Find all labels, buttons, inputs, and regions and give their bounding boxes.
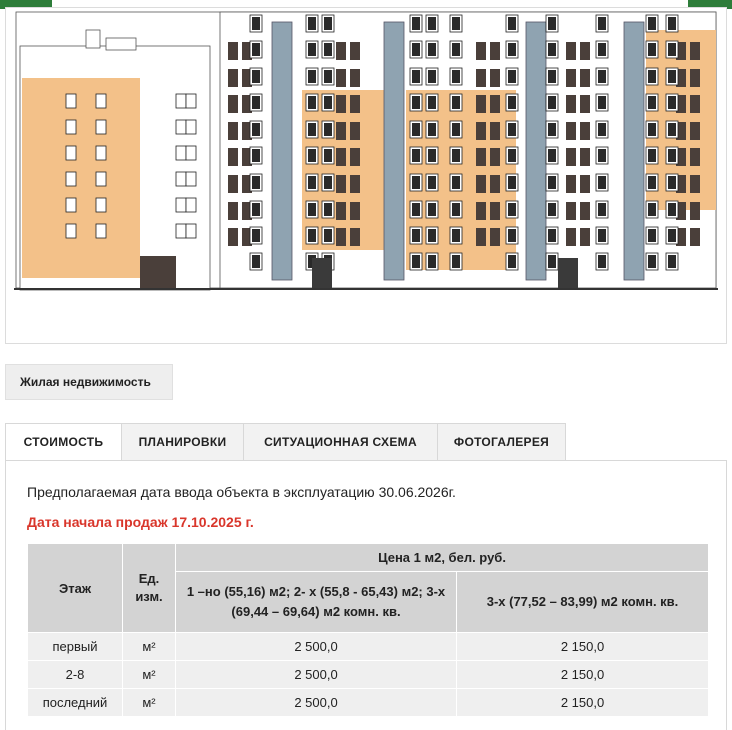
facade-dark-panel — [490, 95, 500, 113]
facade-window-glass — [668, 176, 676, 189]
facade-dark-panel — [566, 95, 576, 113]
facade-window — [176, 198, 186, 212]
cell-floor: 2-8 — [28, 661, 123, 689]
facade-window — [96, 198, 106, 212]
facade-dark-panel — [350, 228, 360, 246]
cell-price-a: 2 500,0 — [176, 689, 457, 717]
facade-dark-panel — [566, 228, 576, 246]
facade-window-glass — [428, 149, 436, 162]
col-header-price-group: Цена 1 м2, бел. руб. — [176, 544, 709, 572]
tab-bar — [5, 423, 565, 461]
cell-price-b: 2 150,0 — [457, 633, 709, 661]
facade-window-glass — [252, 123, 260, 136]
facade-dark-panel — [690, 122, 700, 140]
facade-dark-panel — [228, 175, 238, 193]
facade-dark-panel — [476, 95, 486, 113]
facade-window-glass — [648, 123, 656, 136]
cell-unit: м² — [123, 689, 176, 717]
facade-dark-panel — [580, 95, 590, 113]
facade-window-glass — [308, 43, 316, 56]
facade-window — [66, 172, 76, 186]
facade-dark-panel — [476, 148, 486, 166]
facade-dark-panel — [580, 69, 590, 87]
cell-unit: м² — [123, 661, 176, 689]
facade-window-glass — [548, 229, 556, 242]
facade-window-glass — [412, 70, 420, 83]
facade-window — [176, 224, 186, 238]
facade-window-glass — [428, 176, 436, 189]
facade-dark-panel — [350, 42, 360, 60]
facade-window-glass — [508, 70, 516, 83]
facade-window-glass — [548, 123, 556, 136]
facade-window-glass — [324, 96, 332, 109]
facade-window-glass — [598, 96, 606, 109]
facade-window — [176, 146, 186, 160]
facade-window-glass — [648, 229, 656, 242]
facade-window-glass — [324, 123, 332, 136]
facade-dark-panel — [228, 42, 238, 60]
facade-window-glass — [452, 203, 460, 216]
tab-layouts[interactable]: ПЛАНИРОВКИ — [121, 423, 244, 461]
facade-dark-panel — [690, 228, 700, 246]
facade-window-glass — [428, 255, 436, 268]
facade-window-glass — [598, 229, 606, 242]
facade-window — [176, 172, 186, 186]
facade-dark-panel — [336, 95, 346, 113]
facade-window-glass — [668, 17, 676, 30]
facade-window-glass — [598, 203, 606, 216]
facade-window-glass — [508, 176, 516, 189]
facade-window-glass — [324, 229, 332, 242]
facade-window — [96, 224, 106, 238]
facade-window-glass — [508, 255, 516, 268]
facade-window-glass — [548, 149, 556, 162]
facade-entrance — [558, 258, 578, 288]
facade-window-glass — [508, 43, 516, 56]
facade-dark-panel — [580, 202, 590, 220]
facade-window-glass — [412, 255, 420, 268]
facade-window-glass — [508, 149, 516, 162]
facade-window — [66, 198, 76, 212]
facade-window-glass — [548, 70, 556, 83]
facade-dark-panel — [350, 202, 360, 220]
facade-roof-box — [106, 38, 136, 50]
facade-dark-panel — [490, 202, 500, 220]
col-header-apartment-type-a: 1 –но (55,16) м2; 2- х (55,8 - 65,43) м2; 3-х (69,44 – 69,64) м2 комн. кв. — [176, 572, 457, 633]
col-header-apartment-type-b: 3-х (77,52 – 83,99) м2 комн. кв. — [457, 572, 709, 633]
facade-glass-column — [272, 22, 292, 280]
facade-dark-panel — [490, 69, 500, 87]
facade-dark-panel — [690, 69, 700, 87]
tab-photo-gallery[interactable]: ФОТОГАЛЕРЕЯ — [437, 423, 566, 461]
facade-dark-panel — [690, 42, 700, 60]
facade-dark-panel — [350, 69, 360, 87]
facade-window-glass — [548, 176, 556, 189]
facade-window-glass — [508, 17, 516, 30]
cell-unit: м² — [123, 633, 176, 661]
facade-window-glass — [598, 176, 606, 189]
tab-price[interactable]: СТОИМОСТЬ — [5, 423, 122, 461]
facade-window-glass — [668, 149, 676, 162]
facade-window — [176, 94, 186, 108]
sales-start-date: Дата начала продаж 17.10.2025 г. — [27, 514, 254, 530]
facade-dark-panel — [336, 42, 346, 60]
facade-window-glass — [428, 203, 436, 216]
facade-glass-column — [624, 22, 644, 280]
facade-window-glass — [598, 17, 606, 30]
facade-dark-panel — [228, 148, 238, 166]
facade-dark-panel — [690, 148, 700, 166]
facade-dark-panel — [566, 202, 576, 220]
facade-window-glass — [308, 229, 316, 242]
facade-window-glass — [508, 96, 516, 109]
facade-dark-panel — [580, 122, 590, 140]
facade-drawing — [6, 8, 726, 343]
cell-price-a: 2 500,0 — [176, 633, 457, 661]
facade-window-glass — [324, 176, 332, 189]
facade-dark-panel — [336, 122, 346, 140]
facade-dark-panel — [476, 202, 486, 220]
facade-dark-panel — [228, 228, 238, 246]
facade-dark-panel — [566, 69, 576, 87]
facade-dark-panel — [690, 202, 700, 220]
facade-window-glass — [412, 43, 420, 56]
facade-window-glass — [648, 255, 656, 268]
facade-window — [66, 224, 76, 238]
facade-window-glass — [668, 255, 676, 268]
tab-site-plan[interactable]: СИТУАЦИОННАЯ СХЕМА — [243, 423, 438, 461]
facade-window-glass — [598, 255, 606, 268]
facade-window-glass — [308, 96, 316, 109]
facade-dark-panel — [336, 148, 346, 166]
facade-window — [96, 146, 106, 160]
facade-window-glass — [308, 123, 316, 136]
facade-window-glass — [324, 70, 332, 83]
facade-window-glass — [412, 203, 420, 216]
facade-window-glass — [548, 17, 556, 30]
facade-window-glass — [324, 203, 332, 216]
facade-dark-panel — [228, 95, 238, 113]
col-header-floor: Этаж — [28, 544, 123, 633]
facade-window-glass — [452, 255, 460, 268]
facade-dark-panel — [336, 202, 346, 220]
facade-window-glass — [668, 43, 676, 56]
facade-chimney — [86, 30, 100, 48]
facade-window-glass — [252, 70, 260, 83]
facade-window-glass — [452, 123, 460, 136]
cell-price-a: 2 500,0 — [176, 661, 457, 689]
facade-window-glass — [428, 17, 436, 30]
facade-window-glass — [412, 96, 420, 109]
facade-window-glass — [668, 229, 676, 242]
facade-dark-panel — [566, 42, 576, 60]
facade-window-glass — [252, 43, 260, 56]
facade-window-glass — [252, 17, 260, 30]
facade-window-glass — [428, 229, 436, 242]
facade-window — [176, 120, 186, 134]
facade-entrance — [312, 258, 332, 288]
facade-brick-base — [140, 256, 176, 288]
facade-dark-panel — [490, 122, 500, 140]
facade-dark-panel — [336, 175, 346, 193]
facade-dark-panel — [476, 175, 486, 193]
facade-window-glass — [648, 203, 656, 216]
facade-window — [186, 224, 196, 238]
facade-ground-line — [14, 288, 718, 290]
price-table — [27, 543, 709, 717]
facade-window — [96, 94, 106, 108]
facade-dark-panel — [490, 42, 500, 60]
facade-dark-panel — [690, 175, 700, 193]
cell-price-b: 2 150,0 — [457, 661, 709, 689]
facade-glass-column — [384, 22, 404, 280]
col-header-unit: Ед. изм. — [123, 544, 176, 633]
facade-dark-panel — [566, 175, 576, 193]
facade-window-glass — [412, 123, 420, 136]
facade-dark-panel — [228, 69, 238, 87]
facade-window — [186, 198, 196, 212]
category-label: Жилая недвижимость — [5, 364, 173, 400]
facade-window-glass — [598, 149, 606, 162]
facade-window-glass — [252, 176, 260, 189]
facade-dark-panel — [566, 148, 576, 166]
facade-window-glass — [452, 149, 460, 162]
facade-window-glass — [324, 17, 332, 30]
facade-window-glass — [452, 176, 460, 189]
facade-dark-panel — [336, 69, 346, 87]
table-row — [28, 689, 709, 717]
facade-dark-panel — [580, 228, 590, 246]
facade-dark-panel — [476, 122, 486, 140]
facade-window-glass — [428, 123, 436, 136]
facade-window-glass — [252, 203, 260, 216]
cell-floor: первый — [28, 633, 123, 661]
cell-price-b: 2 150,0 — [457, 689, 709, 717]
facade-window-glass — [252, 149, 260, 162]
facade-window-glass — [252, 96, 260, 109]
facade-window-glass — [412, 149, 420, 162]
facade-window-glass — [648, 176, 656, 189]
facade-window-glass — [452, 70, 460, 83]
facade-window-glass — [508, 123, 516, 136]
facade-window-glass — [648, 43, 656, 56]
facade-window-glass — [668, 123, 676, 136]
facade-window-glass — [412, 176, 420, 189]
facade-window — [186, 172, 196, 186]
facade-dark-panel — [580, 148, 590, 166]
facade-window-glass — [598, 43, 606, 56]
facade-window-glass — [668, 70, 676, 83]
facade-window-glass — [308, 203, 316, 216]
facade-dark-panel — [476, 228, 486, 246]
table-row — [28, 633, 709, 661]
facade-dark-panel — [350, 122, 360, 140]
facade-dark-panel — [336, 228, 346, 246]
facade-dark-panel — [566, 122, 576, 140]
facade-window-glass — [428, 96, 436, 109]
facade-window-glass — [452, 17, 460, 30]
facade-window-glass — [548, 96, 556, 109]
facade-window-glass — [308, 70, 316, 83]
facade-window-glass — [648, 149, 656, 162]
facade-dark-panel — [476, 42, 486, 60]
facade-dark-panel — [580, 42, 590, 60]
facade-window-glass — [668, 203, 676, 216]
facade-dark-panel — [228, 202, 238, 220]
facade-window-glass — [648, 70, 656, 83]
facade-window — [186, 146, 196, 160]
facade-window-glass — [452, 229, 460, 242]
facade-window-glass — [508, 229, 516, 242]
facade-window-glass — [548, 43, 556, 56]
facade-window-glass — [324, 43, 332, 56]
facade-dark-panel — [350, 95, 360, 113]
facade-glass-column — [526, 22, 546, 280]
facade-window-glass — [548, 255, 556, 268]
facade-dark-panel — [228, 122, 238, 140]
facade-window-glass — [252, 229, 260, 242]
facade-window-glass — [648, 96, 656, 109]
facade-window-glass — [324, 149, 332, 162]
facade-window-glass — [428, 43, 436, 56]
facade-dark-panel — [350, 148, 360, 166]
facade-window-glass — [428, 70, 436, 83]
table-row — [28, 661, 709, 689]
facade-dark-panel — [490, 228, 500, 246]
facade-window-glass — [668, 96, 676, 109]
facade-window — [66, 120, 76, 134]
facade-window — [66, 146, 76, 160]
facade-dark-panel — [490, 148, 500, 166]
facade-window-glass — [308, 149, 316, 162]
facade-window-glass — [548, 203, 556, 216]
facade-dark-panel — [690, 95, 700, 113]
facade-window-glass — [308, 17, 316, 30]
facade-window — [186, 120, 196, 134]
facade-window-glass — [598, 123, 606, 136]
facade-window-glass — [598, 70, 606, 83]
cell-floor: последний — [28, 689, 123, 717]
facade-window — [186, 94, 196, 108]
facade-window-glass — [508, 203, 516, 216]
facade-window-glass — [452, 96, 460, 109]
facade-window-glass — [308, 176, 316, 189]
facade-window — [96, 120, 106, 134]
facade-dark-panel — [476, 69, 486, 87]
facade-window-glass — [648, 17, 656, 30]
facade-dark-panel — [580, 175, 590, 193]
building-facade-image — [5, 7, 727, 344]
facade-window-glass — [412, 229, 420, 242]
facade-dark-panel — [490, 175, 500, 193]
commissioning-date-text: Предполагаемая дата ввода объекта в эксплуатацию 30.06.2026г. — [27, 484, 456, 500]
facade-window-glass — [452, 43, 460, 56]
facade-window-glass — [252, 255, 260, 268]
facade-window-glass — [412, 17, 420, 30]
facade-window — [96, 172, 106, 186]
facade-window — [66, 94, 76, 108]
facade-dark-panel — [350, 175, 360, 193]
